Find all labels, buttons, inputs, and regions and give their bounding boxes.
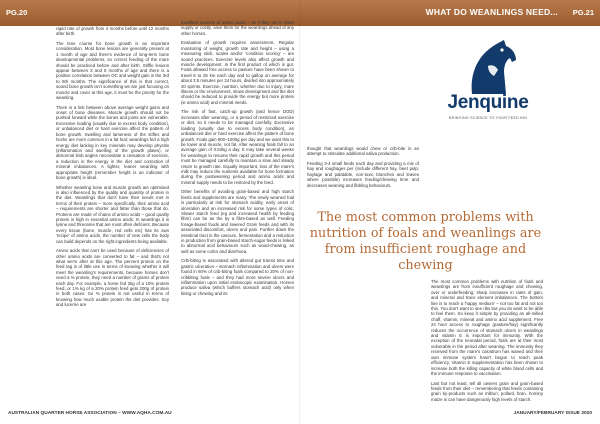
paragraph: The time course for bone growth is an important consideration. Most bone lesions are generally present at 1 month of age and there's evidence of long-term bone developmental problems, so correct feeding of the mare should be practiced before and after birth. Stiffle lesions appear between 3 and 5 months of age and there is a positive correlation between OC and weight gain in the 3rd to 5th months. The significance of this is that correct, sound bone growth isn't something we are just focusing on muscle and cover at this age, it must be the priority for the weanling. (56, 41, 169, 101)
paragraph: thought that weanlings would chew or crib-bite in an attempt to stimulate additional saliva production. (307, 146, 419, 157)
article-column-2 (181, 20, 294, 300)
paragraph: Last but not least, tell all owners grain and grain-based feeds from their diet – remembering that feeds containing grain by-products such as millrun, pollard, bran, hominy maize is can have dangerously high levels of starch. (431, 380, 543, 402)
paragraph: Crib-biting is associated with altered gut transit time and gastric ulceration – stomach inflammation and ulcers were found in 60% of crib-biting foals compared to 20% of non-cribbiting foals – and they had more severe ulcers and inflammation upon initial endoscopic examination. Horses produce saliva (which buffers stomach acid) only when biting or chewing and its (181, 258, 294, 296)
paragraph: Feeding 3-4 small feeds each day and providing a mix of hay and roughages per (include different hay, beet pulp, haylage and palatable, non-toxic branches and leaves where possible) increases feeding/chewing time and decreases weaning and fibbling behaviours. (307, 161, 419, 188)
article-column-4 (431, 279, 543, 406)
paragraph: The risk of fast, catch-up growth (and hence DOD) increases after weaning, or a period of restricted exercise or diet, so it needs to be managed carefully. Excessive loading (usually due to excess body condition), an unbalanced diet or hard exercise affect the pattern of bone growth. Foals gain 800–1000g per day and we want this to be lower and muscle, not fat. After weaning foals fall to an average gain of 0.53kg a day. It may take several weeks for weanlings to resume their rapid growth and this period must be managed carefully to maintain a slow and steady return to growth rate. Equally important, loss of the mare's milk may reduce the nutrients available for bone formation during the postweaning period and amino acids and mineral supply needs to be restored by the feed. (181, 109, 294, 185)
paragraph: rapid rate of growth from 4 months before until 12 months after birth. (56, 26, 169, 37)
pull-quote: The most common problems with nutrition of foals and weanlings are from insufficient roughage and chewing (309, 210, 542, 273)
paragraph: excellent sources of amino acids – so if they are in short supply or costly, save them for the weanlings ahead of any other horses. (181, 20, 294, 36)
paragraph: Amino acids that can't be used because of deficiencies of other amino acids are converted to fat – and that's not what we're after at this age. The percent protein on the feed tag is of little use in terms of knowing whether it will meet the weanling's requirements, because horses don't need a % protein, they need a number of grams of protein each day. For example, a horse fed 2kg of a 10% protein feed, or 1% kg of a 20% protein feed gets 200g of protein in both cases. So % protein is not useful in terms of knowing how much usable protein the diet provides. Soy and lucerne are (56, 248, 169, 308)
paragraph: Whether weanling bone and muscle growth are optimised is also influenced by the quality and quantity of protein in the diet. Weanlings that don't have their needs met in terms of their protein – more specifically, their amino acid – requirements are shorter and fatter than those that do. Proteins are made of chains of amino acids – good quality protein is high in essential amino acids. In weanlings it is lysine and threonine that are most often deficient. Because every tissue (bone, muscle, red cells etc) has its own 'recipe' of amino acids, the number of new cells the body can build depends on the right ingredients being available. (56, 184, 170, 244)
paragraph: Evaluation of growth requires assessment. Regular monitoring of weight, growth rate and height – using a measuring stick, scales and/or 'condition scoring' – are sound practices. Exercise levels also affect growth and muscle development. In the first product of which is gut. Foals allowed free access to pasture have been shown to travel 6 to 25 km each day and to gallop on average for about 3.5 minutes per 24 hours, divided into approximately 40 sprints. Exercise, nutrition, whether due to injury, mare illness or the environment, slows development and the diet should be reduced to provide the energy but more protein (ie amino acid) and mineral needs. (181, 40, 294, 105)
paragraph: The most common problems with nutrition of foals and weanlings are from insufficient roughage and chewing, over or underfeeding; sharp increases in rates of gain, and mineral and trace element imbalances. The bottom line is to reach a 'happy medium' – not too fat and not too thin. You don't want to see ribs but you do want to be able to feel them. So keep it simple by providing an all-milled chaff, vitamin, mineral and amino acid supplement. Free 24 hour access to roughage (pasture/hay) significantly reduces the occurrence of stomach ulcers in weanlings and vitamin E is important for immunity. With the exception of the neonatal period, foals are at their most vulnerable in the period after weaning. The immunity they received from the mare's colostrum has waned and their own immune system hasn't begun to reach peak efficiency. Vitamin E supplementation has been shown to increase both the killing capacity of white blood cells and the immune response to vaccination. (431, 279, 543, 376)
page-number-left: PG.20 (6, 8, 28, 17)
paragraph: There is a link between above average weight gains and onset of bone diseases. Muscle growth should not be pushed forward while the bones and joints are vulnerable. Excessive loading (usually due to excess body condition), or unbalanced diet or hard exercise affect the pattern of bone growth. Swelling and lameness of the stifles and hocks are more common in a fat foal; weanlings fed a high energy diet lacking in key minerals may develop physitis (inflammation and swelling of the growth plates), or abnormal limb angles necessitate a cessation of exercise, a reduction in the energy in the diet and correction of mineral imbalances. A lighter, leaner weanling with appropriate height (remember height is an indicator of bone growth) is ideal. (56, 104, 169, 180)
logo-brand: Jenquine (447, 92, 529, 113)
article-column-3 (307, 146, 419, 192)
page-number-right: PG.21 (572, 8, 594, 17)
logo-tagline: BRINGING SCIENCE TO YOUR FEED BIN (449, 116, 527, 120)
footer-left: AUSTRALIAN QUARTER HORSE ASSOCIATION – WWW.AQHA.COM.AU (8, 411, 172, 416)
article-column-1 (56, 26, 169, 312)
section-title: WHAT DO WEANLINGS NEED... (425, 7, 558, 17)
horse-head-icon (432, 36, 544, 96)
jenquine-logo (432, 36, 544, 136)
paragraph: Other benefits of avoiding grain-based and high starch feeds and supplements are many. The newly weaned foal is particularly at risk for stomach acidity, early onset of ulceration and an increased risk for some types of colic. Slower starch feed (eg and increased health by feeding fibre) can be as the by a fibre-based as well. Feeding forage-based foods and lowered Grain feeds and with its associated discomfort, ulcers and pain. Further down the intestinal tract in the caecum, fermentation and a reduction in production from grain-based starch-sugar feeds is linked to abnormal acid behaviours such as wood-chewing, as well as some colics and diarrhoea. (181, 189, 294, 254)
page-gutter (299, 0, 301, 424)
footer-right: JANUARY/FEBRUARY ISSUE 2020 (513, 411, 592, 416)
